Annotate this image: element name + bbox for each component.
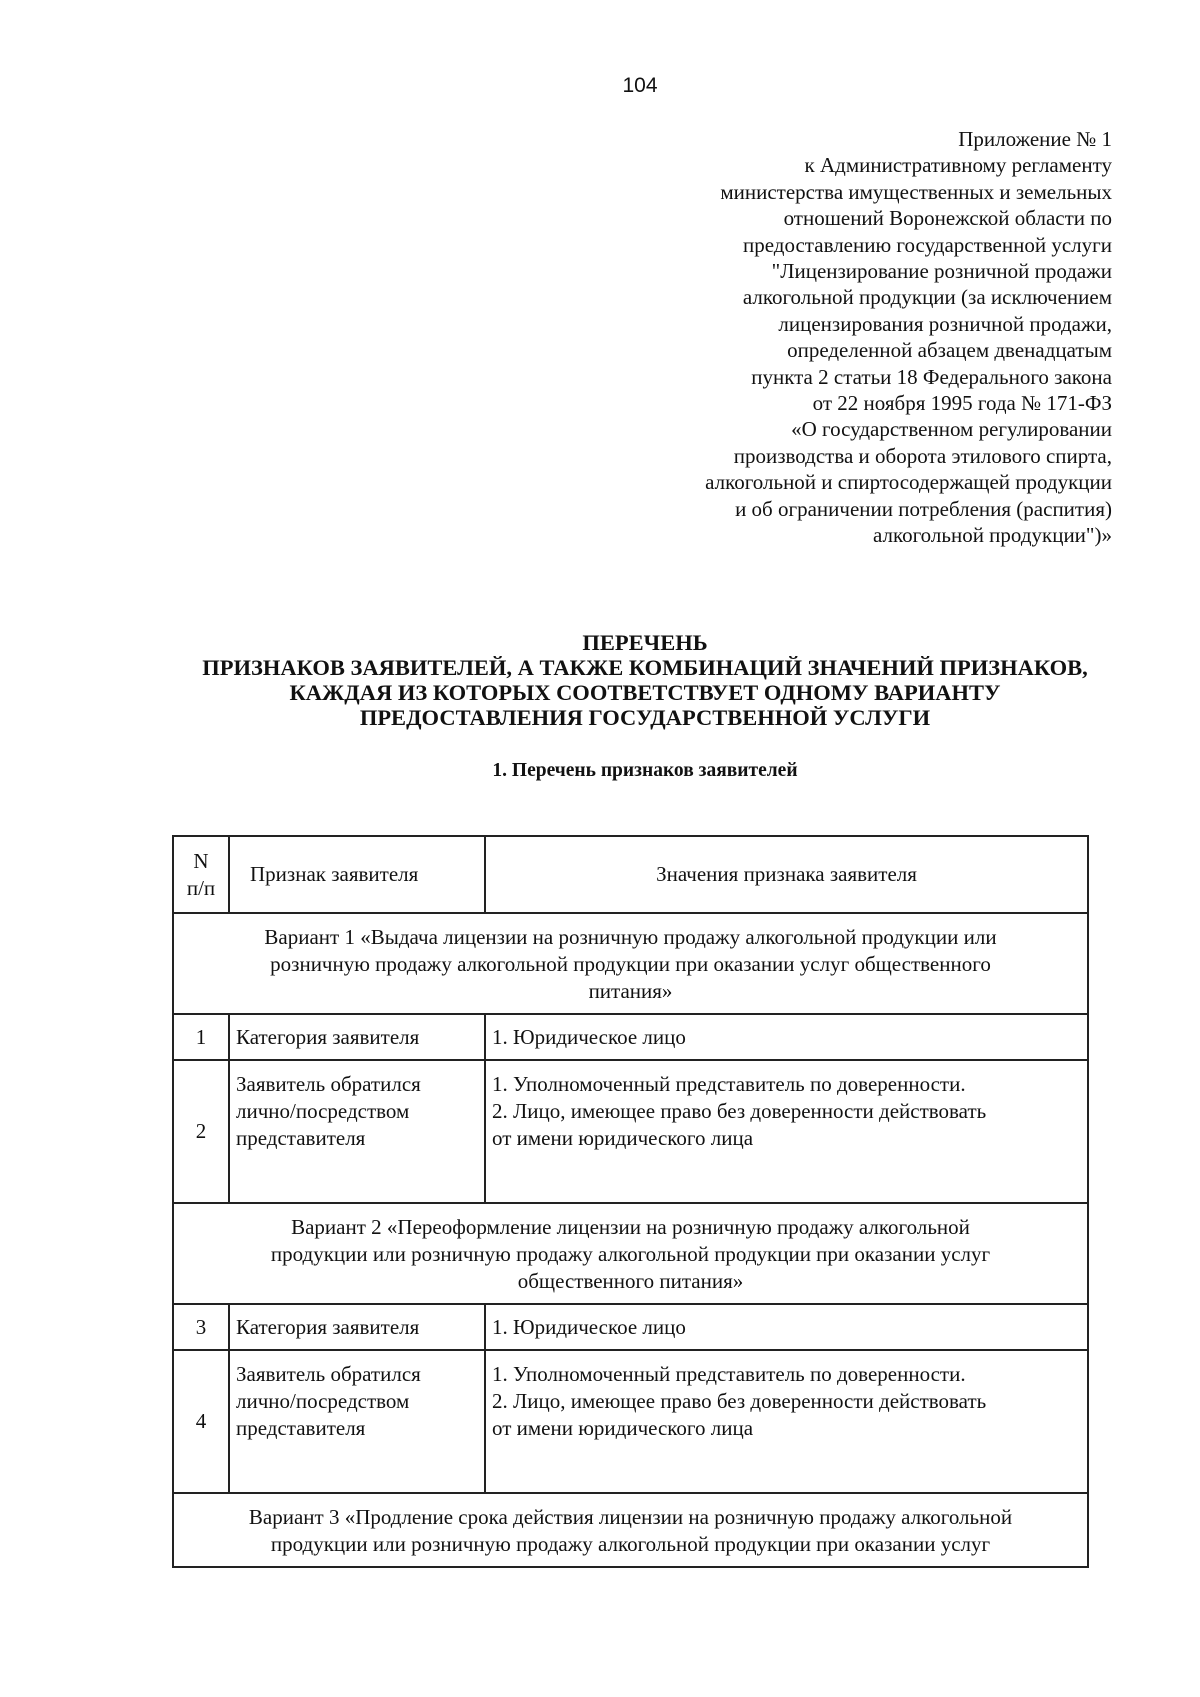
row-criterion: [229, 1350, 485, 1493]
variant-line: продукции или розничную продажу алкогольной продукции при оказании услуг: [270, 1242, 991, 1266]
document-title: [0, 630, 1200, 730]
criterion-line: представителя: [236, 1416, 366, 1440]
criterion-line: лично/посредством: [236, 1099, 410, 1123]
table-row: [173, 1304, 1088, 1350]
table-row: [173, 1014, 1088, 1060]
appendix-line: «О государственном регулировании: [791, 417, 1112, 442]
row-num: 2: [173, 1060, 229, 1203]
appendix-line: Приложение № 1: [958, 127, 1112, 151]
value-line: 1. Уполномоченный представитель по доверенности.: [492, 1072, 966, 1096]
variant-row: [173, 1203, 1088, 1304]
applicant-signs-table: [172, 835, 1089, 1568]
row-criterion: [229, 1060, 485, 1203]
appendix-line: "Лицензирование розничной продажи: [771, 259, 1112, 284]
variant-3-cell: [173, 1493, 1088, 1567]
header-criterion: Признак заявителя: [229, 836, 485, 913]
row-values: 1. Юридическое лицо: [485, 1014, 1088, 1060]
header-num-line: п/п: [186, 875, 216, 900]
criterion-line: Заявитель обратился: [236, 1072, 421, 1096]
appendix-line: алкогольной продукции")»: [872, 523, 1112, 548]
appendix-line: алкогольной продукции (за исключением: [742, 285, 1112, 310]
row-criterion: Категория заявителя: [229, 1014, 485, 1060]
appendix-line: министерства имущественных и земельных: [720, 179, 1112, 204]
table-row: [173, 1350, 1088, 1493]
row-values: [485, 1060, 1088, 1203]
variant-line: питания»: [588, 979, 673, 1003]
variant-row: [173, 1493, 1088, 1567]
variant-line: розничную продажу алкогольной продукции при оказании услуг общественного: [270, 952, 991, 976]
section-title: 1. Перечень признаков заявителей: [492, 760, 798, 781]
row-num: 4: [173, 1350, 229, 1493]
variant-1-cell: [173, 913, 1088, 1014]
header-num: [173, 836, 229, 913]
variant-2-cell: [173, 1203, 1088, 1304]
title-line: ПЕРЕЧЕНЬ: [582, 630, 708, 655]
appendix-header: [592, 126, 1112, 549]
value-line: 2. Лицо, имеющее право без доверенности действовать: [492, 1099, 987, 1123]
appendix-line: к Административному регламенту: [804, 153, 1112, 178]
page-number: 104: [622, 74, 658, 97]
appendix-line: пункта 2 статьи 18 Федерального закона: [751, 364, 1112, 389]
header-num-line: N: [193, 848, 209, 873]
row-values: 1. Юридическое лицо: [485, 1304, 1088, 1350]
criterion-line: представителя: [236, 1126, 366, 1150]
value-line: от имени юридического лица: [492, 1416, 754, 1440]
row-values: [485, 1350, 1088, 1493]
row-criterion: Категория заявителя: [229, 1304, 485, 1350]
appendix-line: алкогольной и спиртосодержащей продукции: [705, 470, 1112, 495]
appendix-line: определенной абзацем двенадцатым: [787, 338, 1112, 363]
appendix-line: предоставлению государственной услуги: [743, 232, 1112, 257]
value-line: 2. Лицо, имеющее право без доверенности действовать: [492, 1389, 987, 1413]
table-header-row: [173, 836, 1088, 913]
criterion-line: лично/посредством: [236, 1389, 410, 1413]
title-line: ПРИЗНАКОВ ЗАЯВИТЕЛЕЙ, А ТАКЖЕ КОМБИНАЦИЙ ЗНАЧЕНИЙ ПРИЗНАКОВ,: [202, 655, 1088, 680]
value-line: 1. Уполномоченный представитель по доверенности.: [492, 1362, 966, 1386]
value-line: от имени юридического лица: [492, 1126, 754, 1150]
appendix-line: отношений Воронежской области по: [783, 206, 1112, 231]
row-num: 3: [173, 1304, 229, 1350]
title-line: ПРЕДОСТАВЛЕНИЯ ГОСУДАРСТВЕННОЙ УСЛУГИ: [359, 705, 931, 730]
variant-line: общественного питания»: [517, 1269, 744, 1293]
appendix-line: лицензирования розничной продажи,: [778, 311, 1112, 336]
row-num: 1: [173, 1014, 229, 1060]
appendix-line: производства и оборота этилового спирта,: [733, 443, 1112, 468]
header-values: Значения признака заявителя: [485, 836, 1088, 913]
variant-row: [173, 913, 1088, 1014]
variant-line: Вариант 2 «Переоформление лицензии на розничную продажу алкогольной: [291, 1215, 970, 1239]
table-row: [173, 1060, 1088, 1203]
appendix-line: от 22 ноября 1995 года № 171-ФЗ: [812, 391, 1112, 416]
variant-line: Вариант 3 «Продление срока действия лицензии на розничную продажу алкогольной: [248, 1505, 1013, 1529]
title-line: КАЖДАЯ ИЗ КОТОРЫХ СООТВЕТСТВУЕТ ОДНОМУ ВАРИАНТУ: [289, 680, 1001, 705]
variant-line: продукции или розничную продажу алкогольной продукции при оказании услуг: [270, 1532, 991, 1556]
criterion-line: Заявитель обратился: [236, 1362, 421, 1386]
variant-line: Вариант 1 «Выдача лицензии на розничную продажу алкогольной продукции или: [264, 925, 997, 949]
appendix-line: и об ограничении потребления (распития): [735, 496, 1112, 521]
